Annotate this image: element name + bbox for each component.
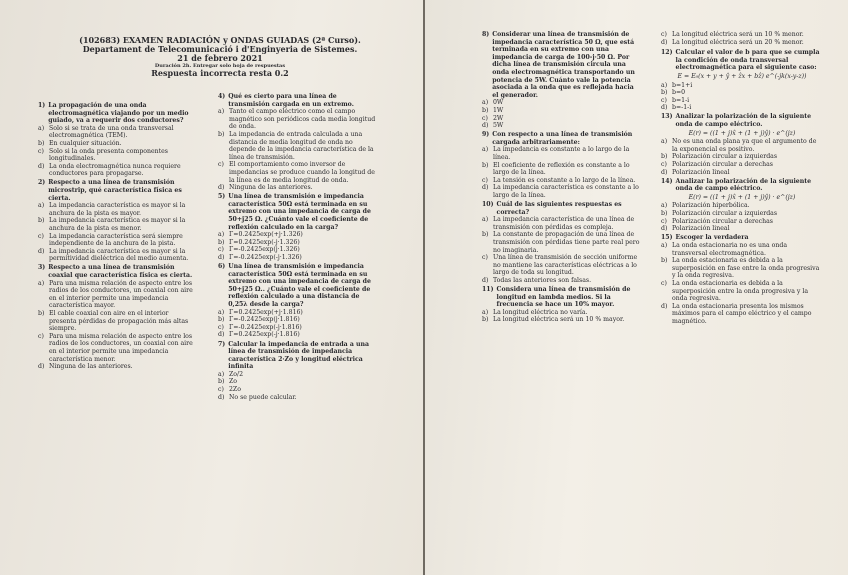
- option-text: b=1+i: [672, 81, 693, 89]
- option-letter: c): [218, 323, 224, 331]
- answer-option: [38, 148, 196, 163]
- answer-option: [661, 82, 823, 90]
- column-3: [482, 31, 640, 326]
- option-letter: b): [482, 161, 489, 169]
- answer-option: [661, 225, 823, 233]
- option-text: La impedancia característica de una línea de transmisión con pérdidas es compleja.: [493, 216, 635, 231]
- option-letter: d): [482, 122, 489, 130]
- option-letter: a): [482, 146, 489, 154]
- option-letter: a): [218, 231, 225, 239]
- answer-option: [482, 254, 640, 277]
- question-text: Analizar la polarización de la siguiente onda de campo eléctrico.: [675, 113, 812, 129]
- answer-option: [38, 248, 196, 263]
- question-stem: [218, 263, 378, 309]
- option-letter: b): [218, 130, 225, 138]
- option-text: Polarización hiperbólica.: [672, 202, 750, 210]
- question-number: 10): [482, 201, 494, 209]
- option-text: Γ=-0.2425exp(-j·1.816): [229, 323, 302, 331]
- option-letter: d): [661, 225, 668, 233]
- option-text: 0W: [493, 99, 504, 107]
- question-text: Calcular la impedancia de entrada a una línea de transmisión de impedancia característica 2·Zo y longitud eléctrica infinita: [228, 340, 369, 371]
- answer-option: [218, 394, 378, 402]
- answer-option: [661, 303, 823, 326]
- option-letter: c): [661, 161, 667, 168]
- question-number: 5): [218, 193, 226, 201]
- answer-option: [38, 310, 196, 333]
- question: [661, 234, 823, 325]
- question-number: 1): [38, 102, 46, 109]
- option-letter: c): [218, 386, 224, 394]
- answer-option: [482, 231, 640, 254]
- option-letter: a): [482, 99, 489, 107]
- question-number: 9): [482, 131, 490, 139]
- option-text: Γ=-0.2425exp(j·1.326): [229, 246, 300, 254]
- option-letter: d): [661, 38, 668, 46]
- question: [661, 178, 823, 233]
- option-text: La longitud eléctrica no varía.: [493, 308, 588, 316]
- exam-duration: Duración 2h. Entregar solo hoja de respuestas: [154, 63, 286, 69]
- option-letter: c): [482, 176, 488, 184]
- question-number: 12): [661, 49, 673, 57]
- option-text: Polarización lineal: [672, 168, 730, 176]
- option-letter: b): [482, 316, 489, 324]
- option-text: La onda estacionaria no es una onda transversal electromagnética.: [672, 241, 788, 257]
- question-formula: E(r) = ((1 + j)x̂ + (1 + j)ŷ) · e^(jz): [688, 193, 796, 201]
- scoring-note: Respuesta incorrecta resta 0.2: [151, 68, 289, 78]
- answer-option: [38, 125, 196, 140]
- question: [661, 49, 823, 112]
- option-text: El comportamiento como inversor de impedancias se produce cuando la longitud de la línea es de media longitud de onda.: [229, 161, 375, 184]
- question-formula: E = E₀(x + y + ŷ + ẑx + bẑ) e^(-jk(x-y-z)): [677, 72, 807, 80]
- option-text: Polarización circular a izquierdas: [672, 153, 778, 161]
- answer-option: [661, 104, 823, 112]
- option-letter: d): [38, 162, 45, 170]
- option-text: Ninguna de las anteriores.: [49, 363, 133, 371]
- answer-option: [218, 331, 378, 339]
- option-letter: a): [218, 370, 225, 378]
- option-letter: d): [482, 277, 489, 284]
- question-text: Una línea de transmisión e impedancia característica 50Ω está terminada en su extremo con una impedancia de carga de 50+j25 Ω. ¿Cuánto vale el coeficiente de reflexión calculado en la carga?: [228, 193, 371, 231]
- option-text: Ninguna de las anteriores.: [229, 184, 313, 192]
- option-letter: d): [38, 247, 45, 255]
- answer-option: [661, 89, 823, 97]
- answer-option: [661, 169, 823, 177]
- question-number: 13): [661, 113, 673, 121]
- question-text: Una línea de transmisión e impedancia característica 50Ω está terminada en su extremo con una impedancia de carga de 50+j25 Ω.. ¿Cuánto vale el coeficiente de reflexión calculado a una distancia de 0,25λ desde la carga?: [228, 263, 371, 309]
- option-text: La constante de propagación de una línea de transmisión con pérdidas tiene parte real pero no imaginaria.: [493, 231, 640, 254]
- option-text: La impedancia es constante a lo largo de la línea.: [493, 146, 630, 161]
- answer-option: [218, 316, 378, 324]
- option-letter: d): [38, 363, 45, 371]
- answer-option: [218, 161, 378, 184]
- answer-option: [482, 99, 640, 107]
- question-number: 6): [218, 263, 226, 271]
- answer-option: [661, 280, 823, 303]
- answer-option: [661, 161, 823, 169]
- answer-option: [482, 122, 640, 130]
- option-letter: c): [38, 332, 44, 340]
- answer-option: [218, 371, 378, 379]
- column-1: [38, 102, 196, 372]
- answer-option: [661, 210, 823, 218]
- question: [38, 264, 196, 370]
- option-text: La impedancia característica es mayor si la permitividad dieléctrica del medio aumenta.: [49, 247, 189, 263]
- question-text: Considerar una línea de transmisión de impedancia característica 50 Ω, que está terminada en su extremo con una impedancia de carga de 100-j·50 Ω. Por dicha línea de transmisión circula una onda electromagnética transportando un potencia de 5W. Cuánto vale la potencia asociada a la onda que es reflejada hacia el generador.: [492, 31, 635, 99]
- question-stem: [661, 49, 823, 72]
- answer-option: [661, 153, 823, 161]
- option-text: b=1-i: [672, 96, 690, 104]
- option-text: El coeficiente de reflexión es constante a lo largo de la línea.: [493, 161, 630, 177]
- option-letter: b): [38, 310, 45, 318]
- answer-option: [661, 242, 823, 257]
- option-text: Polarización circular a izquierdas: [672, 210, 778, 218]
- answer-option: [482, 184, 640, 199]
- right-page: [425, 0, 848, 575]
- option-text: Solo si se trata de una onda transversal electromagnética (TEM).: [49, 124, 174, 140]
- option-text: Todas las anteriores son falsas.: [493, 277, 592, 284]
- question-formula: E(r) = ((1 + j)x̂ + (1 + j)ŷ) · e^(jz): [688, 129, 796, 137]
- option-text: Tanto el campo eléctrico como el campo magnético son periódicos cada media longitud de onda.: [229, 108, 376, 131]
- option-letter: c): [218, 246, 224, 254]
- option-text: Zo/2: [229, 370, 244, 378]
- option-letter: c): [661, 279, 667, 287]
- option-text: La onda estacionaria es debida a la superposición entre la onda progresiva y la onda regresiva.: [672, 279, 809, 303]
- option-letter: d): [661, 168, 668, 176]
- answer-option: [482, 277, 640, 285]
- column-2: [218, 93, 378, 403]
- option-letter: c): [661, 217, 667, 225]
- option-letter: c): [482, 254, 488, 262]
- option-text: La tensión es constante a lo largo de la línea.: [493, 176, 636, 184]
- option-text: Polarización circular a derechas: [672, 217, 773, 225]
- answer-option: [482, 162, 640, 177]
- option-letter: b): [661, 210, 668, 218]
- question-stem: [482, 286, 640, 309]
- option-letter: a): [218, 308, 225, 316]
- question-stem: [218, 193, 378, 231]
- option-text: Γ=0.2425exp(-j·1.326): [229, 238, 300, 246]
- option-letter: d): [218, 331, 225, 339]
- option-text: Γ=-0.2425exp(j·1.816): [229, 316, 300, 324]
- answer-option: [482, 177, 640, 185]
- question-text: La propagación de una onda electromagnética viajando por un medio guiado, va a requerir dos conductores?: [48, 102, 189, 125]
- option-letter: a): [482, 216, 489, 224]
- option-letter: d): [661, 302, 668, 310]
- option-text: 5W: [493, 122, 504, 130]
- option-text: Γ=0.2425exp(-j·1.816): [229, 331, 300, 339]
- question-text: Con respecto a una línea de transmisión cargada arbitrariamente:: [492, 131, 633, 146]
- answer-option: [218, 108, 378, 131]
- question-text: Escoger la verdadera: [675, 234, 749, 242]
- option-letter: b): [38, 217, 45, 225]
- answer-option: [218, 254, 378, 262]
- question-text: Respecto a una línea de transmisión coaxial que característica física es cierta.: [48, 264, 193, 280]
- question-stem: [661, 113, 823, 128]
- exam-header: [70, 36, 370, 78]
- option-letter: a): [38, 279, 45, 287]
- question-number: 3): [38, 264, 46, 272]
- answer-option: [38, 333, 196, 363]
- question-number: 14): [661, 177, 673, 185]
- option-letter: b): [218, 316, 225, 324]
- option-letter: c): [38, 147, 44, 155]
- option-text: En cualquier situación.: [49, 139, 122, 147]
- answer-option: [38, 202, 196, 217]
- question-number: 7): [218, 340, 226, 348]
- answer-option: [661, 218, 823, 226]
- option-text: La longitud eléctrica será un 10 % menor.: [672, 31, 804, 38]
- answer-option: [38, 363, 196, 371]
- option-letter: a): [661, 241, 668, 249]
- answer-option: [38, 140, 196, 148]
- option-text: La impedancia característica será siempre independiente de la anchura de la pista.: [49, 232, 183, 248]
- option-text: El cable coaxial con aire en el interior presenta pérdidas de propagación más altas siempre.: [49, 310, 189, 333]
- question: [482, 201, 640, 285]
- answer-option: [482, 115, 640, 123]
- option-letter: a): [661, 81, 668, 89]
- option-letter: c): [482, 114, 488, 122]
- question-stem: [661, 178, 823, 193]
- option-text: Para una misma relación de aspecto entre los radios de los conductores, un coaxial con aire en el interior permite una impedancia característica mayor.: [49, 279, 193, 310]
- question-number: 11): [482, 286, 494, 294]
- option-text: b=0: [672, 89, 686, 97]
- option-letter: b): [482, 106, 489, 114]
- question-text: Cuál de las siguientes respuestas es correcta?: [496, 201, 622, 216]
- option-text: Polarización lineal: [672, 225, 730, 233]
- question-number: 2): [38, 179, 46, 187]
- question-stem: [482, 31, 640, 99]
- option-letter: b): [218, 378, 225, 386]
- question: [482, 31, 640, 130]
- question-text: Calcular el valor de b para que se cumpla la condición de onda transversal electromagnética para el siguiente caso:: [675, 49, 820, 72]
- option-letter: a): [218, 108, 225, 116]
- question-text: Analizar la polarización de la siguiente onda de campo eléctrico.: [675, 177, 812, 193]
- answer-option: [218, 246, 378, 254]
- answer-option: [38, 280, 196, 310]
- exam-title: (102683) EXAMEN RADIACIÓN y ONDAS GUIADAS (2ª Curso).: [79, 35, 361, 45]
- answer-option: [218, 231, 378, 239]
- option-letter: a): [482, 308, 489, 316]
- option-text: 2W: [493, 114, 504, 122]
- question-stem: [218, 93, 378, 108]
- answer-option: [218, 309, 378, 317]
- question: [661, 113, 823, 176]
- option-text: Una línea de transmisión de sección uniforme no mantiene las características eléctricas a lo largo de toda su longitud.: [493, 254, 638, 277]
- option-letter: d): [482, 184, 489, 192]
- option-letter: b): [661, 153, 668, 161]
- question-number: 15): [661, 234, 673, 242]
- option-text: La longitud eléctrica será un 20 % menor.: [672, 38, 804, 46]
- left-page: [0, 0, 423, 575]
- question: [38, 179, 196, 263]
- answer-option: [38, 233, 196, 248]
- option-text: La onda estacionaria es debida a la superposición en fase entre la onda progresiva y la onda regresiva.: [672, 257, 820, 280]
- option-text: No es una onda plana ya que el argumento de la exponencial es positivo.: [672, 138, 817, 153]
- option-letter: a): [38, 124, 45, 132]
- answer-option: [661, 257, 823, 280]
- option-text: Zo: [229, 378, 238, 386]
- option-text: La onda estacionaria presenta los mismos máximos para el campo eléctrico y el campo magnético.: [672, 302, 812, 325]
- question-number: 4): [218, 93, 226, 100]
- option-letter: d): [218, 184, 225, 192]
- question-stem: [38, 264, 196, 279]
- answer-option: [661, 202, 823, 210]
- question-text: Respecto a una línea de transmisión microstrip, qué característica física es cierta.: [48, 179, 182, 202]
- option-letter: c): [218, 161, 224, 169]
- option-letter: a): [661, 138, 668, 146]
- option-letter: d): [218, 393, 225, 401]
- exam-date: 21 de febrero 2021: [177, 53, 263, 63]
- question: [482, 131, 640, 199]
- question-stem: [482, 131, 640, 146]
- question: [482, 286, 640, 324]
- answer-option: [661, 138, 823, 153]
- option-text: Polarización circular a derechas: [672, 161, 773, 168]
- option-text: Γ=0.2425exp(+j·1.816): [229, 308, 303, 316]
- answer-option: [661, 31, 823, 39]
- option-text: La impedancia de entrada calculada a una distancia de media longitud de onda no depende de la impedancia característica de la línea de transmisión.: [229, 130, 374, 161]
- question-stem: [661, 234, 823, 242]
- answer-option: [482, 146, 640, 161]
- option-text: 1W: [493, 106, 504, 114]
- option-text: La longitud eléctrica será un 10 % mayor.: [493, 316, 625, 324]
- answer-option: [38, 217, 196, 232]
- question-stem: [218, 341, 378, 371]
- answer-option: [482, 309, 640, 317]
- option-text: Γ=0.2425exp(+j·1.326): [229, 231, 303, 239]
- question-stem: [482, 201, 640, 216]
- option-letter: c): [661, 31, 667, 38]
- answer-option: [661, 97, 823, 105]
- option-text: b=-1-i: [672, 104, 692, 112]
- answer-option: [218, 324, 378, 332]
- option-letter: b): [482, 231, 489, 239]
- option-text: La impedancia característica es mayor si la anchura de la pista es menor.: [49, 217, 186, 232]
- question: [38, 102, 196, 178]
- answer-option: [218, 239, 378, 247]
- option-text: 2Zo: [229, 386, 241, 394]
- option-text: No se puede calcular.: [229, 393, 297, 401]
- question: [218, 193, 378, 261]
- option-letter: d): [218, 253, 225, 261]
- option-letter: c): [38, 232, 44, 240]
- answer-option: [482, 316, 640, 324]
- answer-option: [482, 216, 640, 231]
- option-text: La onda electromagnética nunca requiere conductores para propagarse.: [49, 162, 181, 178]
- question: [218, 93, 378, 192]
- question: [218, 263, 378, 339]
- option-text: Solo si la onda presenta componentes longitudinales.: [49, 147, 168, 163]
- option-letter: b): [218, 238, 225, 246]
- question-text: Qué es cierto para una línea de transmisión cargada en un extremo.: [228, 93, 354, 108]
- question-number: 8): [482, 31, 490, 38]
- option-letter: b): [38, 139, 45, 147]
- question: [218, 341, 378, 402]
- option-letter: a): [661, 202, 668, 210]
- option-letter: b): [661, 257, 668, 265]
- option-letter: b): [661, 89, 668, 97]
- column-4: [661, 31, 823, 327]
- answer-option: [218, 131, 378, 161]
- answer-option: [218, 378, 378, 386]
- answer-option: [218, 184, 378, 192]
- option-letter: c): [661, 96, 667, 104]
- option-text: La impedancia característica es constante a lo largo de la línea.: [493, 184, 639, 199]
- answer-option: [218, 386, 378, 394]
- department: Departament de Telecomunicació i d'Enginyeria de Sistemes.: [82, 44, 358, 54]
- answer-option: [482, 107, 640, 115]
- answer-option: [661, 39, 823, 47]
- question-text: Considera una línea de transmisión de longitud en lambda medios. Si la frecuencia se hace un 10% mayor.: [496, 286, 631, 309]
- option-letter: a): [38, 202, 45, 210]
- option-text: Para una misma relación de aspecto entre los radios de los conductores, un coaxial con aire en el interior permite una impedancia característica menor.: [49, 332, 193, 363]
- answer-option: [38, 163, 196, 178]
- option-letter: d): [661, 104, 668, 112]
- option-text: Γ=-0.2425exp(-j·1.326): [229, 253, 302, 261]
- option-text: La impedancia característica es mayor si la anchura de la pista es mayor.: [49, 202, 186, 217]
- question-stem: [38, 179, 196, 202]
- question-stem: [38, 102, 196, 125]
